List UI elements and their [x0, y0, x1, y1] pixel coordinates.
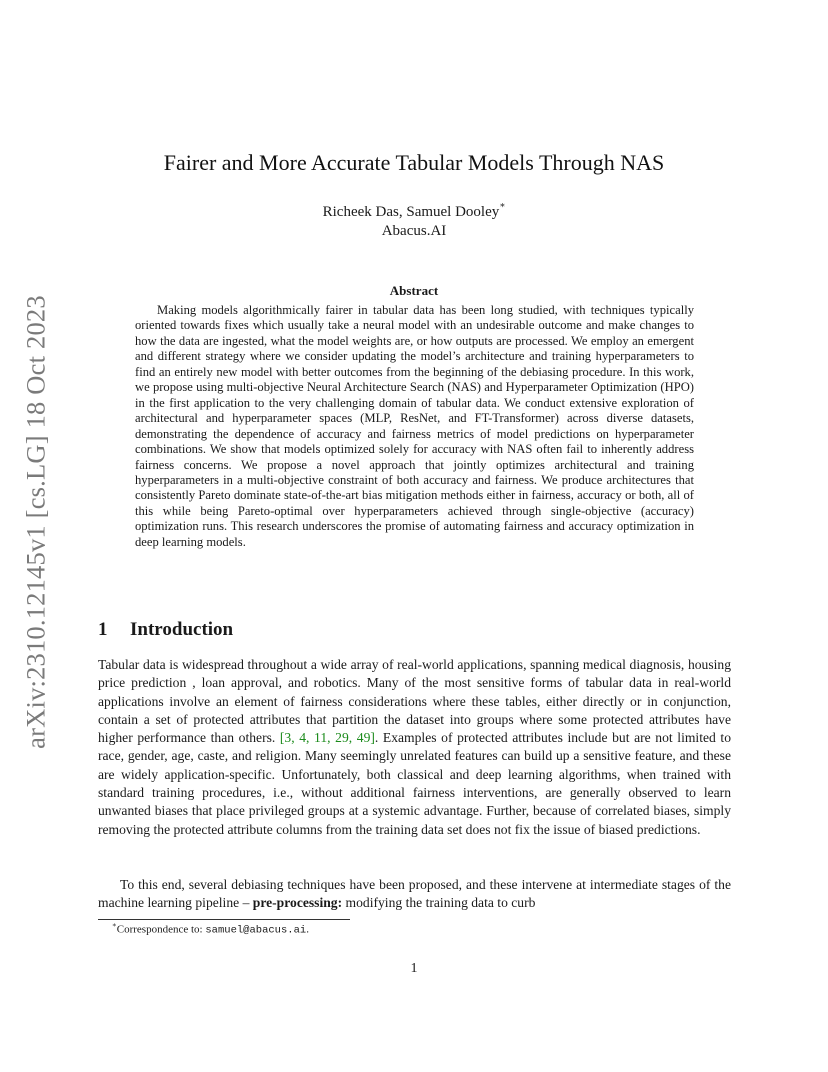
- author-footnote-mark[interactable]: ∗: [499, 200, 506, 210]
- intro-p2-text-a: To this end, several debiasing techniques have been proposed, and these intervene at intermediate stages of the machine learning pipeline –: [98, 877, 731, 911]
- intro-paragraph-1: [98, 656, 731, 839]
- intro-p1-text-b: . Examples of protected attributes include but are not limited to race, gender, age, caste, and religion. Many seemingly unrelated features can build up a sensitive feature, and these are widely application-specific. Unfortunately, both classical and deep learning algorithms, when trained with standard training procedures, i.e., without additional fairness interventions, are generally observed to learn unwanted biases that place privileged groups at a systemic advantage. Further, because of correlated biases, simply removing the protected attribute columns from the training data set does not fix the issue of biased predictions.: [98, 730, 731, 837]
- author-affiliation: Abacus.AI: [381, 223, 447, 239]
- footnote-label: Correspondence to:: [116, 923, 206, 936]
- footnote-mark: ∗: [112, 921, 117, 929]
- abstract-text: Making models algorithmically fairer in tabular data has been long studied, with techniques typically oriented towards fixes which usually take a neural model with an undesirable outcome and make changes to how the data are ingested, what the model weights are, or how outputs are processed. We employ an emergent and different strategy where we consider updating the model’s architecture and training hyperparameters to find an entirely new model with better outcomes from the beginning of the debiasing procedure. In this work, we propose using multi-objective Neural Architecture Search (NAS) and Hyperparameter Optimization (HPO) in the first application to the very challenging domain of tabular data. We conduct extensive exploration of architectural and hyperparameter spaces (MLP, ResNet, and FT-Transformer) across diverse datasets, demonstrating the dependence of accuracy and fairness metrics of model predictions on hyperparameter combinations. We show that models optimized solely for accuracy with NAS often fail to inherently address fairness concerns. We propose a novel approach that jointly optimizes architectural and training hyperparameters in a multi-objective constraint of both accuracy and fairness. We produce architectures that consistently Pareto dominate state-of-the-art bias mitigation methods either in fairness, accuracy or both, all of this while being Pareto-optimal over hyperparameters achieved through single-objective (accuracy) optimization runs. This research underscores the promise of automating fairness and accuracy optimization in deep learning models.: [135, 303, 694, 549]
- footnote-email[interactable]: samuel@abacus.ai: [205, 924, 307, 937]
- section-title: Introduction: [130, 619, 234, 640]
- intro-p1-text-a: Tabular data is widespread throughout a wide array of real-world applications, spanning medical diagnosis, housing price prediction , loan approval, and robotics. Many of the most sensitive forms of tabular data in real-world applications involve an element of fairness considerations where these tables, either directly or in conjunction, contain a set of protected attributes that partition the dataset into groups where some protected attributes have higher performance than others.: [98, 657, 731, 746]
- arxiv-identifier-stamp: arXiv:2310.12145v1 [cs.LG] 18 Oct 2023: [20, 295, 51, 749]
- author-names: [0, 198, 828, 222]
- author-names-text: Richeek Das, Samuel Dooley: [322, 204, 500, 220]
- section-heading: [98, 619, 233, 641]
- abstract-heading: Abstract: [389, 283, 439, 298]
- footnote-period: .: [306, 923, 309, 936]
- paper-title: Fairer and More Accurate Tabular Models Through NAS: [163, 150, 665, 175]
- intro-p2-bold-term: pre-processing:: [252, 895, 343, 911]
- footnote-rule: [98, 919, 350, 920]
- section-number: 1: [98, 619, 108, 640]
- intro-paragraph-2: [98, 876, 731, 913]
- citation-link[interactable]: [3, 4, 11, 29, 49]: [279, 730, 375, 746]
- page-number: 1: [410, 961, 418, 976]
- author-block: [0, 198, 828, 241]
- footnote: [112, 922, 309, 937]
- intro-p2-text-b: modifying the training data to curb: [342, 895, 536, 911]
